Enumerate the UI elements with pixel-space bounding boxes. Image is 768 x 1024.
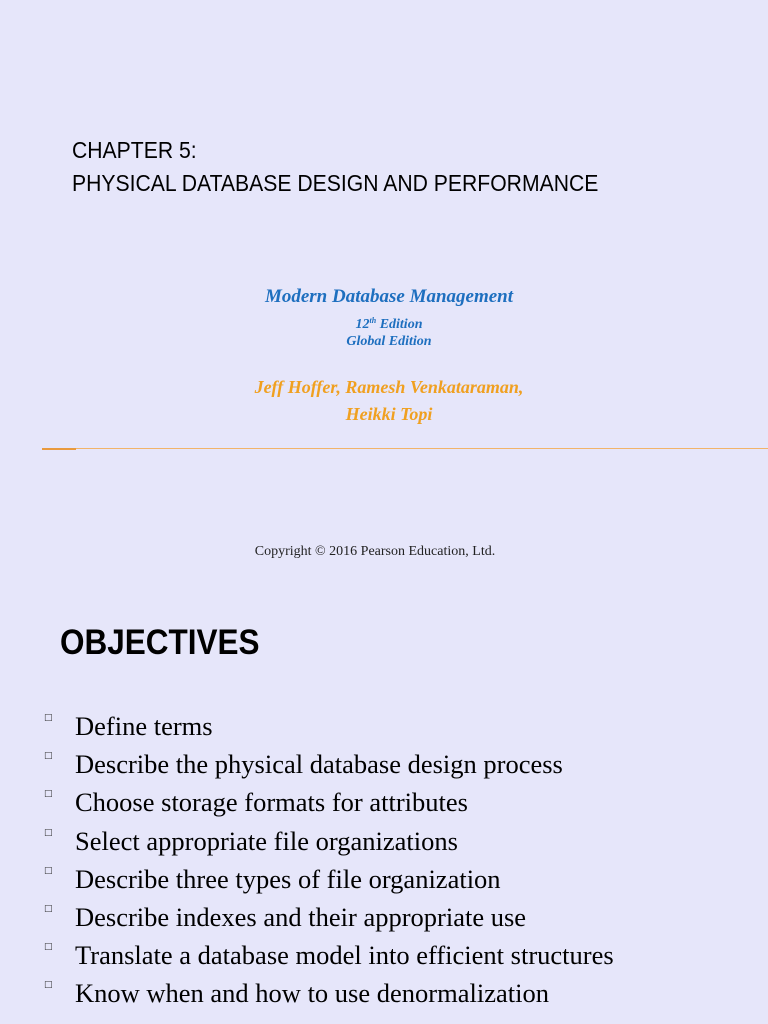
square-bullet-icon: □: [44, 751, 53, 762]
square-bullet-icon: □: [44, 713, 53, 723]
list-item-text: Know when and how to use denormalization: [75, 978, 549, 1009]
square-bullet-icon: □: [44, 942, 53, 953]
list-item-text: Choose storage formats for attributes: [75, 787, 468, 818]
square-bullet-icon: □: [44, 903, 53, 914]
list-item-text: Translate a database model into efficient structures: [75, 940, 614, 971]
list-item: [44, 863, 614, 901]
authors-line-2: Heikki Topi: [345, 404, 433, 424]
global-edition: Global Edition: [346, 334, 432, 349]
list-item: [44, 825, 614, 863]
edition-label: Edition: [376, 317, 423, 332]
chapter-title: [72, 134, 598, 200]
book-title: Modern Database Management: [264, 286, 514, 307]
authors: [0, 374, 768, 428]
objectives-slide: [0, 600, 768, 1024]
chapter-name: PHYSICAL DATABASE DESIGN AND PERFORMANCE: [72, 170, 599, 196]
edition-suffix: th: [369, 316, 377, 325]
chapter-number: CHAPTER 5:: [72, 137, 197, 163]
objectives-list: [44, 710, 614, 1016]
edition-number: 12: [355, 317, 370, 332]
list-item: [44, 786, 614, 824]
list-item-text: Describe three types of file organization: [75, 863, 501, 894]
divider-line: [42, 448, 768, 449]
authors-line-1: Jeff Hoffer, Ramesh Venkataraman,: [254, 377, 524, 397]
list-item: [44, 901, 614, 939]
objectives-heading: OBJECTIVES: [60, 623, 260, 662]
list-item-text: Define terms: [75, 711, 213, 741]
list-item: [44, 710, 614, 748]
list-item-text: Describe the physical database design process: [75, 749, 563, 780]
divider-accent: [42, 448, 76, 450]
list-item-text: Select appropriate file organizations: [75, 825, 458, 856]
copyright-notice: Copyright © 2016 Pearson Education, Ltd.: [254, 544, 496, 559]
list-item: [44, 748, 614, 786]
list-item: [44, 939, 614, 977]
square-bullet-icon: □: [44, 865, 53, 876]
square-bullet-icon: □: [44, 789, 53, 800]
list-item-text: Describe indexes and their appropriate use: [75, 901, 527, 932]
square-bullet-icon: □: [44, 827, 53, 838]
square-bullet-icon: □: [44, 980, 53, 991]
list-item: [44, 977, 614, 1015]
